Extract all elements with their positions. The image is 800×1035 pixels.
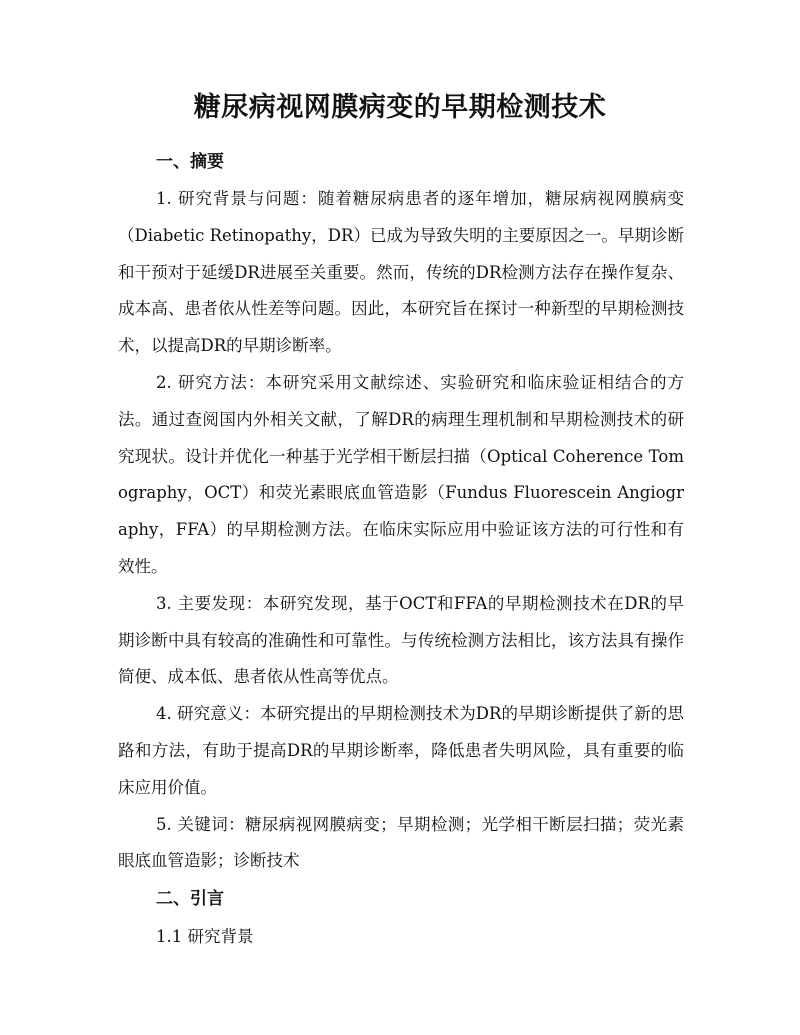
abstract-paragraph-significance: 4. 研究意义：本研究提出的早期检测技术为DR的早期诊断提供了新的思路和方法，有助于提高DR的早期诊断率，降低患者失明风险，具有重要的临床应用价值。 <box>118 704 684 797</box>
document-body <box>118 143 684 956</box>
abstract-paragraph-background: 1. 研究背景与问题：随着糖尿病患者的逐年增加，糖尿病视网膜病变（Diabetic Retinopathy，DR）已成为导致失明的主要原因之一。早期诊断和干预对于延缓DR进展至关重要。然而，传统的DR检测方法存在操作复杂、成本高、患者依从性差等问题。因此，本研究旨在探讨一种新型的早期检测技术，以提高DR的早期诊断率。 <box>118 189 684 356</box>
section-heading-abstract: 一、摘要 <box>156 152 224 172</box>
abstract-paragraph-findings: 3. 主要发现：本研究发现，基于OCT和FFA的早期检测技术在DR的早期诊断中具有较高的准确性和可靠性。与传统检测方法相比，该方法具有操作简便、成本低、患者依从性高等优点。 <box>118 593 684 687</box>
subsection-heading-background: 1.1 研究背景 <box>156 927 254 947</box>
abstract-paragraph-keywords: 5. 关键词：糖尿病视网膜病变；早期检测；光学相干断层扫描；荧光素眼底血管造影；诊断技术 <box>118 814 684 871</box>
document-title: 糖尿病视网膜病变的早期检测技术 <box>193 92 607 123</box>
section-heading-introduction: 二、引言 <box>156 889 224 910</box>
abstract-paragraph-methods: 2. 研究方法：本研究采用文献综述、实验研究和临床验证相结合的方法。通过查阅国内外相关文献，了解DR的病理生理机制和早期检测技术的研究现状。设计并优化一种基于光学相干断层扫描（Optical Coherence Tomography，OCT）和荧光素眼底血管造影（Fundus Fluorescein Angiography，FFA）的早期检测方法。在临床实际应用中验证该方法的可行性和有效性。 <box>118 372 684 576</box>
